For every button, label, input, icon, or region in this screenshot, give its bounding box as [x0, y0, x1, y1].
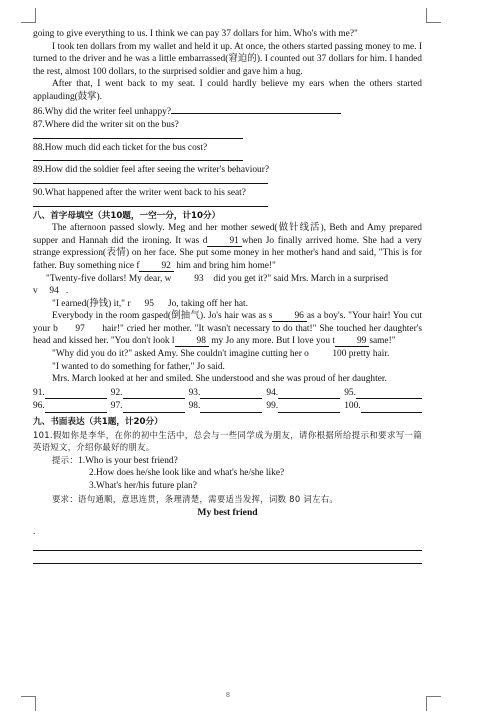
section-9-heading: 九、书面表达（共1题，计20分）: [33, 417, 163, 428]
cloze-paragraph: v 94 .: [33, 286, 69, 297]
question-89: 89.How did the soldier feel after seeing the writer's behaviour?: [33, 165, 269, 176]
blank-94[interactable]: 94: [49, 286, 59, 297]
cloze-paragraph: "I wanted to do something for father," Jo said.: [52, 361, 225, 372]
essay-writing-line[interactable]: [33, 538, 422, 551]
crop-mark-top-right: [426, 8, 441, 23]
cloze-paragraph: "I earned(挣钱) it," r 95 Jo, taking off her hat.: [52, 298, 248, 309]
cloze-paragraph: Mrs. March looked at her and smiled. She understood and she was proud of her daughter.: [52, 374, 387, 385]
answer-row: 91. 92. 93. 94. 95.: [33, 387, 422, 400]
answer-line[interactable]: [33, 154, 243, 161]
blank-98[interactable]: 98: [175, 336, 209, 347]
answer-field-98[interactable]: [200, 402, 262, 413]
blank-97[interactable]: 97: [75, 323, 85, 334]
passage-paragraph: After that, I went back to my seat. I could hardly believe my ears when the others started applauding(鼓掌).: [33, 79, 422, 102]
question-88: 88.How much did each ticket for the bus cost?: [33, 142, 208, 153]
passage-paragraph: going to give everything to us. I think we can pay 37 dollars for him. Who's with me?": [33, 29, 358, 39]
answer-field-93[interactable]: [200, 388, 262, 399]
essay-title: My best friend: [197, 507, 258, 519]
answer-field-97[interactable]: [123, 402, 185, 413]
exam-page: [33, 28, 422, 564]
writing-tips: 提示：1.Who is your best friend? 2.How does he/she look like and what's he/she like? 3.What's her/his future plan? 要求：语句通顺，意思连贯，条理清楚，需要适当发挥，词数 80 词左右。: [33, 454, 422, 505]
question-87: 87.Where did the writer sit on the bus?: [33, 120, 179, 131]
blank-93[interactable]: 93: [194, 273, 204, 284]
answer-line[interactable]: [33, 200, 268, 207]
blank-99[interactable]: 99: [335, 336, 369, 347]
blank-95[interactable]: 95: [144, 298, 154, 309]
blank-96[interactable]: 96: [272, 311, 306, 322]
answer-row: 96. 97. 98. 99. 100.: [33, 400, 422, 413]
answer-field-100[interactable]: [361, 402, 422, 413]
question-90: 90.What happened after the writer went back to his seat?: [33, 187, 246, 198]
essay-writing-line[interactable]: [33, 551, 422, 564]
answer-line[interactable]: [33, 132, 243, 139]
page-number: 8: [226, 692, 230, 699]
answer-field-96[interactable]: [45, 402, 107, 413]
writing-requirements: 要求：语句通顺，意思连贯，条理清楚，需要适当发挥，词数 80 词左右。: [52, 493, 339, 504]
essay-dot: .: [33, 526, 36, 537]
writing-prompt: 101.假如你是李华，在你的初中生活中，总会与一些同学成为朋友，请你根据所给提示和要求写一篇英语短文，介绍你最好的朋友。: [33, 429, 422, 453]
passage-paragraph: I took ten dollars from my wallet and held it up. At once, the others started passing money to me. I turned to the driver and he was a little embarrassed(窘迫的). I counted out 37 dollars for him. I handed the rest, almost 100 dollars, to the surprised soldier and gave him a hug.: [33, 41, 422, 77]
blank-100[interactable]: 100: [332, 349, 347, 360]
blank-91[interactable]: 91: [207, 236, 241, 247]
cloze-paragraph: The afternoon passed slowly. Meg and her mother sewed(做针线活), Beth and Amy prepared supper and Hannah did the ironing. It was d 91 when Jo finally arrived home. She had a very strange expression(表情) on her face. She put some money in her mother's hand and said, "This is for father. Buy something nice f 92 him and bring him home!": [33, 223, 422, 271]
crop-mark-bottom-right: [426, 696, 441, 711]
blank-92[interactable]: 92: [139, 261, 173, 272]
answer-field-92[interactable]: [123, 388, 185, 399]
answer-field-91[interactable]: [45, 388, 107, 399]
answer-field-95[interactable]: [356, 388, 422, 399]
crop-mark-bottom-left: [21, 696, 36, 711]
cloze-paragraph: "Why did you do it?" asked Amy. She couldn't imagine cutting her o 100 pretty hair.: [52, 349, 390, 360]
answer-line[interactable]: [171, 104, 341, 114]
cloze-paragraph: "Twenty-five dollars! My dear, w 93 did you get it?" said Mrs. March in a surprised: [46, 273, 389, 284]
section-8-heading: 八、首字母填空（共10题，一空一分，计10分）: [33, 210, 221, 221]
answer-field-94[interactable]: [278, 388, 340, 399]
answer-field-99[interactable]: [278, 402, 340, 413]
crop-mark-top-left: [21, 8, 36, 23]
cloze-paragraph: Everybody in the room gasped(倒抽气). Jo's hair was as s 96 as a boy's. "Your hair! You cut your b 97 hair!" cried her mother. "It wasn't necessary to do that!" She touched her daughter's head and kissed her. "You don't look l 98 my Jo any more. But I love you t 99 same!": [33, 311, 423, 347]
question-86: 86.Why did the writer feel unhappy?: [33, 104, 422, 119]
answer-line[interactable]: [33, 177, 268, 184]
